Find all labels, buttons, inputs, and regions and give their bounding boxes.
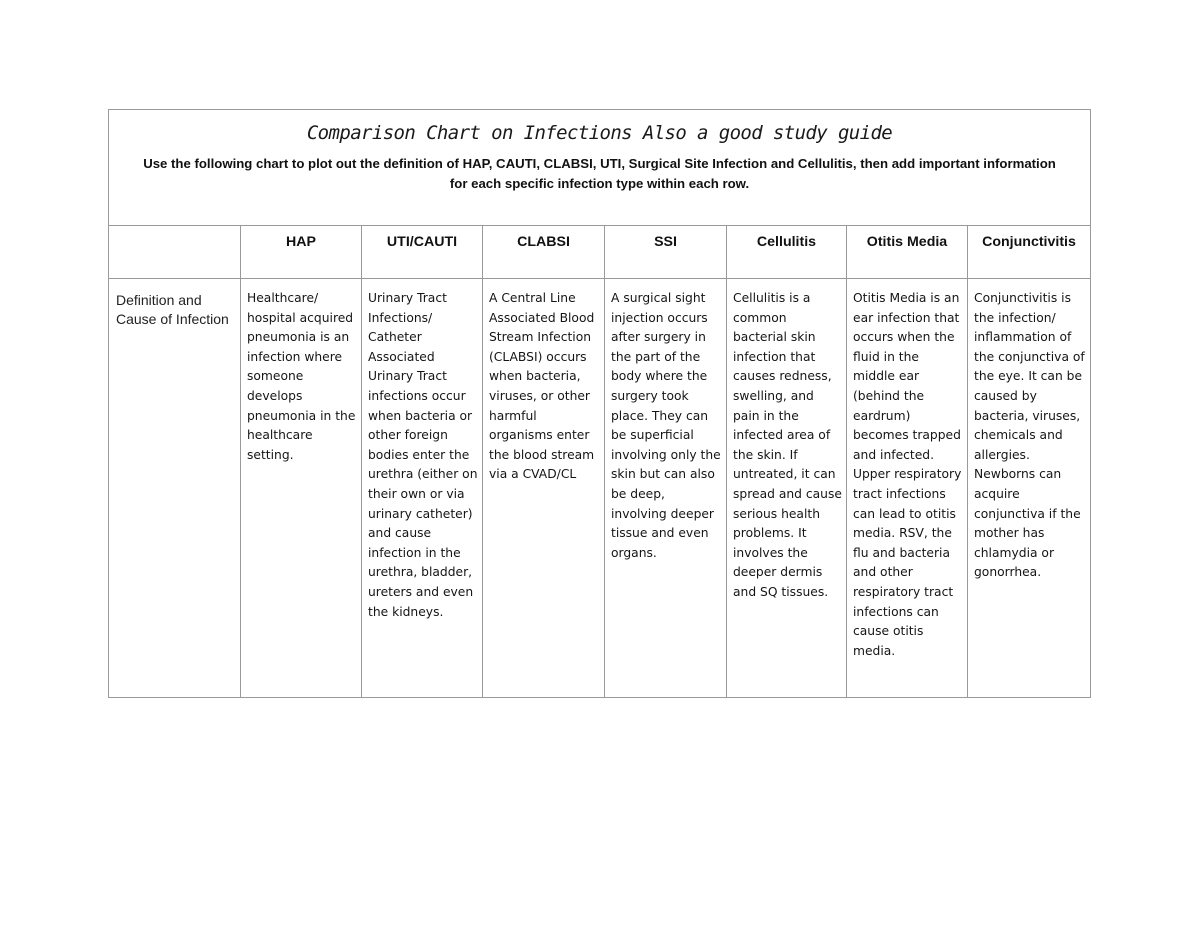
column-header-row bbox=[109, 226, 1091, 279]
column-header-uti-cauti: UTI/CAUTI bbox=[362, 226, 483, 279]
column-header-clabsi: CLABSI bbox=[483, 226, 605, 279]
cell-conjunctivitis-definition: Conjunctivitis is the infection/ inflammation of the conjunctiva of the eye. It can be caused by bacteria, viruses, chemicals and allergies. Newborns can acquire conjunctiva if the mother has chlamydia or gonorrhea. bbox=[968, 279, 1091, 698]
title-cell bbox=[109, 110, 1091, 226]
column-header-hap: HAP bbox=[241, 226, 362, 279]
cell-cellulitis-definition: Cellulitis is a common bacterial skin infection that causes redness, swelling, and pain in the infected area of the skin. If untreated, it can spread and cause serious health problems. It involves the deeper dermis and SQ tissues. bbox=[727, 279, 847, 698]
column-header-otitis-media: Otitis Media bbox=[847, 226, 968, 279]
cell-ssi-definition: A surgical sight injection occurs after surgery in the part of the body where the surgery took place. They can be superficial involving only the skin but can also be deep, involving deeper tissue and even organs. bbox=[605, 279, 727, 698]
cell-clabsi-definition: A Central Line Associated Blood Stream Infection (CLABSI) occurs when bacteria, viruses, or other harmful organisms enter the blood stream via a CVAD/CL bbox=[483, 279, 605, 698]
comparison-chart bbox=[108, 109, 1090, 698]
cell-otitis-media-definition: Otitis Media is an ear infection that occurs when the fluid in the middle ear (behind the eardrum) becomes trapped and infected. Upper respiratory tract infections can lead to otitis media. RSV, the flu and bacteria and other respiratory tract infections can cause otitis media. bbox=[847, 279, 968, 698]
title-row bbox=[109, 110, 1091, 226]
column-header-ssi: SSI bbox=[605, 226, 727, 279]
infection-table bbox=[108, 109, 1091, 698]
document-instructions: Use the following chart to plot out the definition of HAP, CAUTI, CLABSI, UTI, Surgical Site Infection and Cellulitis, then add important information for each specific infection type within each row. bbox=[143, 156, 1056, 191]
document-title: Comparison Chart on Infections Also a good study guide bbox=[306, 122, 893, 144]
table-row bbox=[109, 279, 1091, 698]
cell-uti-cauti-definition: Urinary Tract Infections/ Catheter Associated Urinary Tract infections occur when bacteria or other foreign bodies enter the urethra (either on their own or via urinary catheter) and cause infection in the urethra, bladder, ureters and even the kidneys. bbox=[362, 279, 483, 698]
column-header-conjunctivitis: Conjunctivitis bbox=[968, 226, 1091, 279]
column-header-cellulitis: Cellulitis bbox=[727, 226, 847, 279]
corner-cell bbox=[109, 226, 241, 279]
row-header-definition: Definition and Cause of Infection bbox=[109, 279, 241, 698]
cell-hap-definition: Healthcare/ hospital acquired pneumonia is an infection where someone develops pneumonia in the healthcare setting. bbox=[241, 279, 362, 698]
